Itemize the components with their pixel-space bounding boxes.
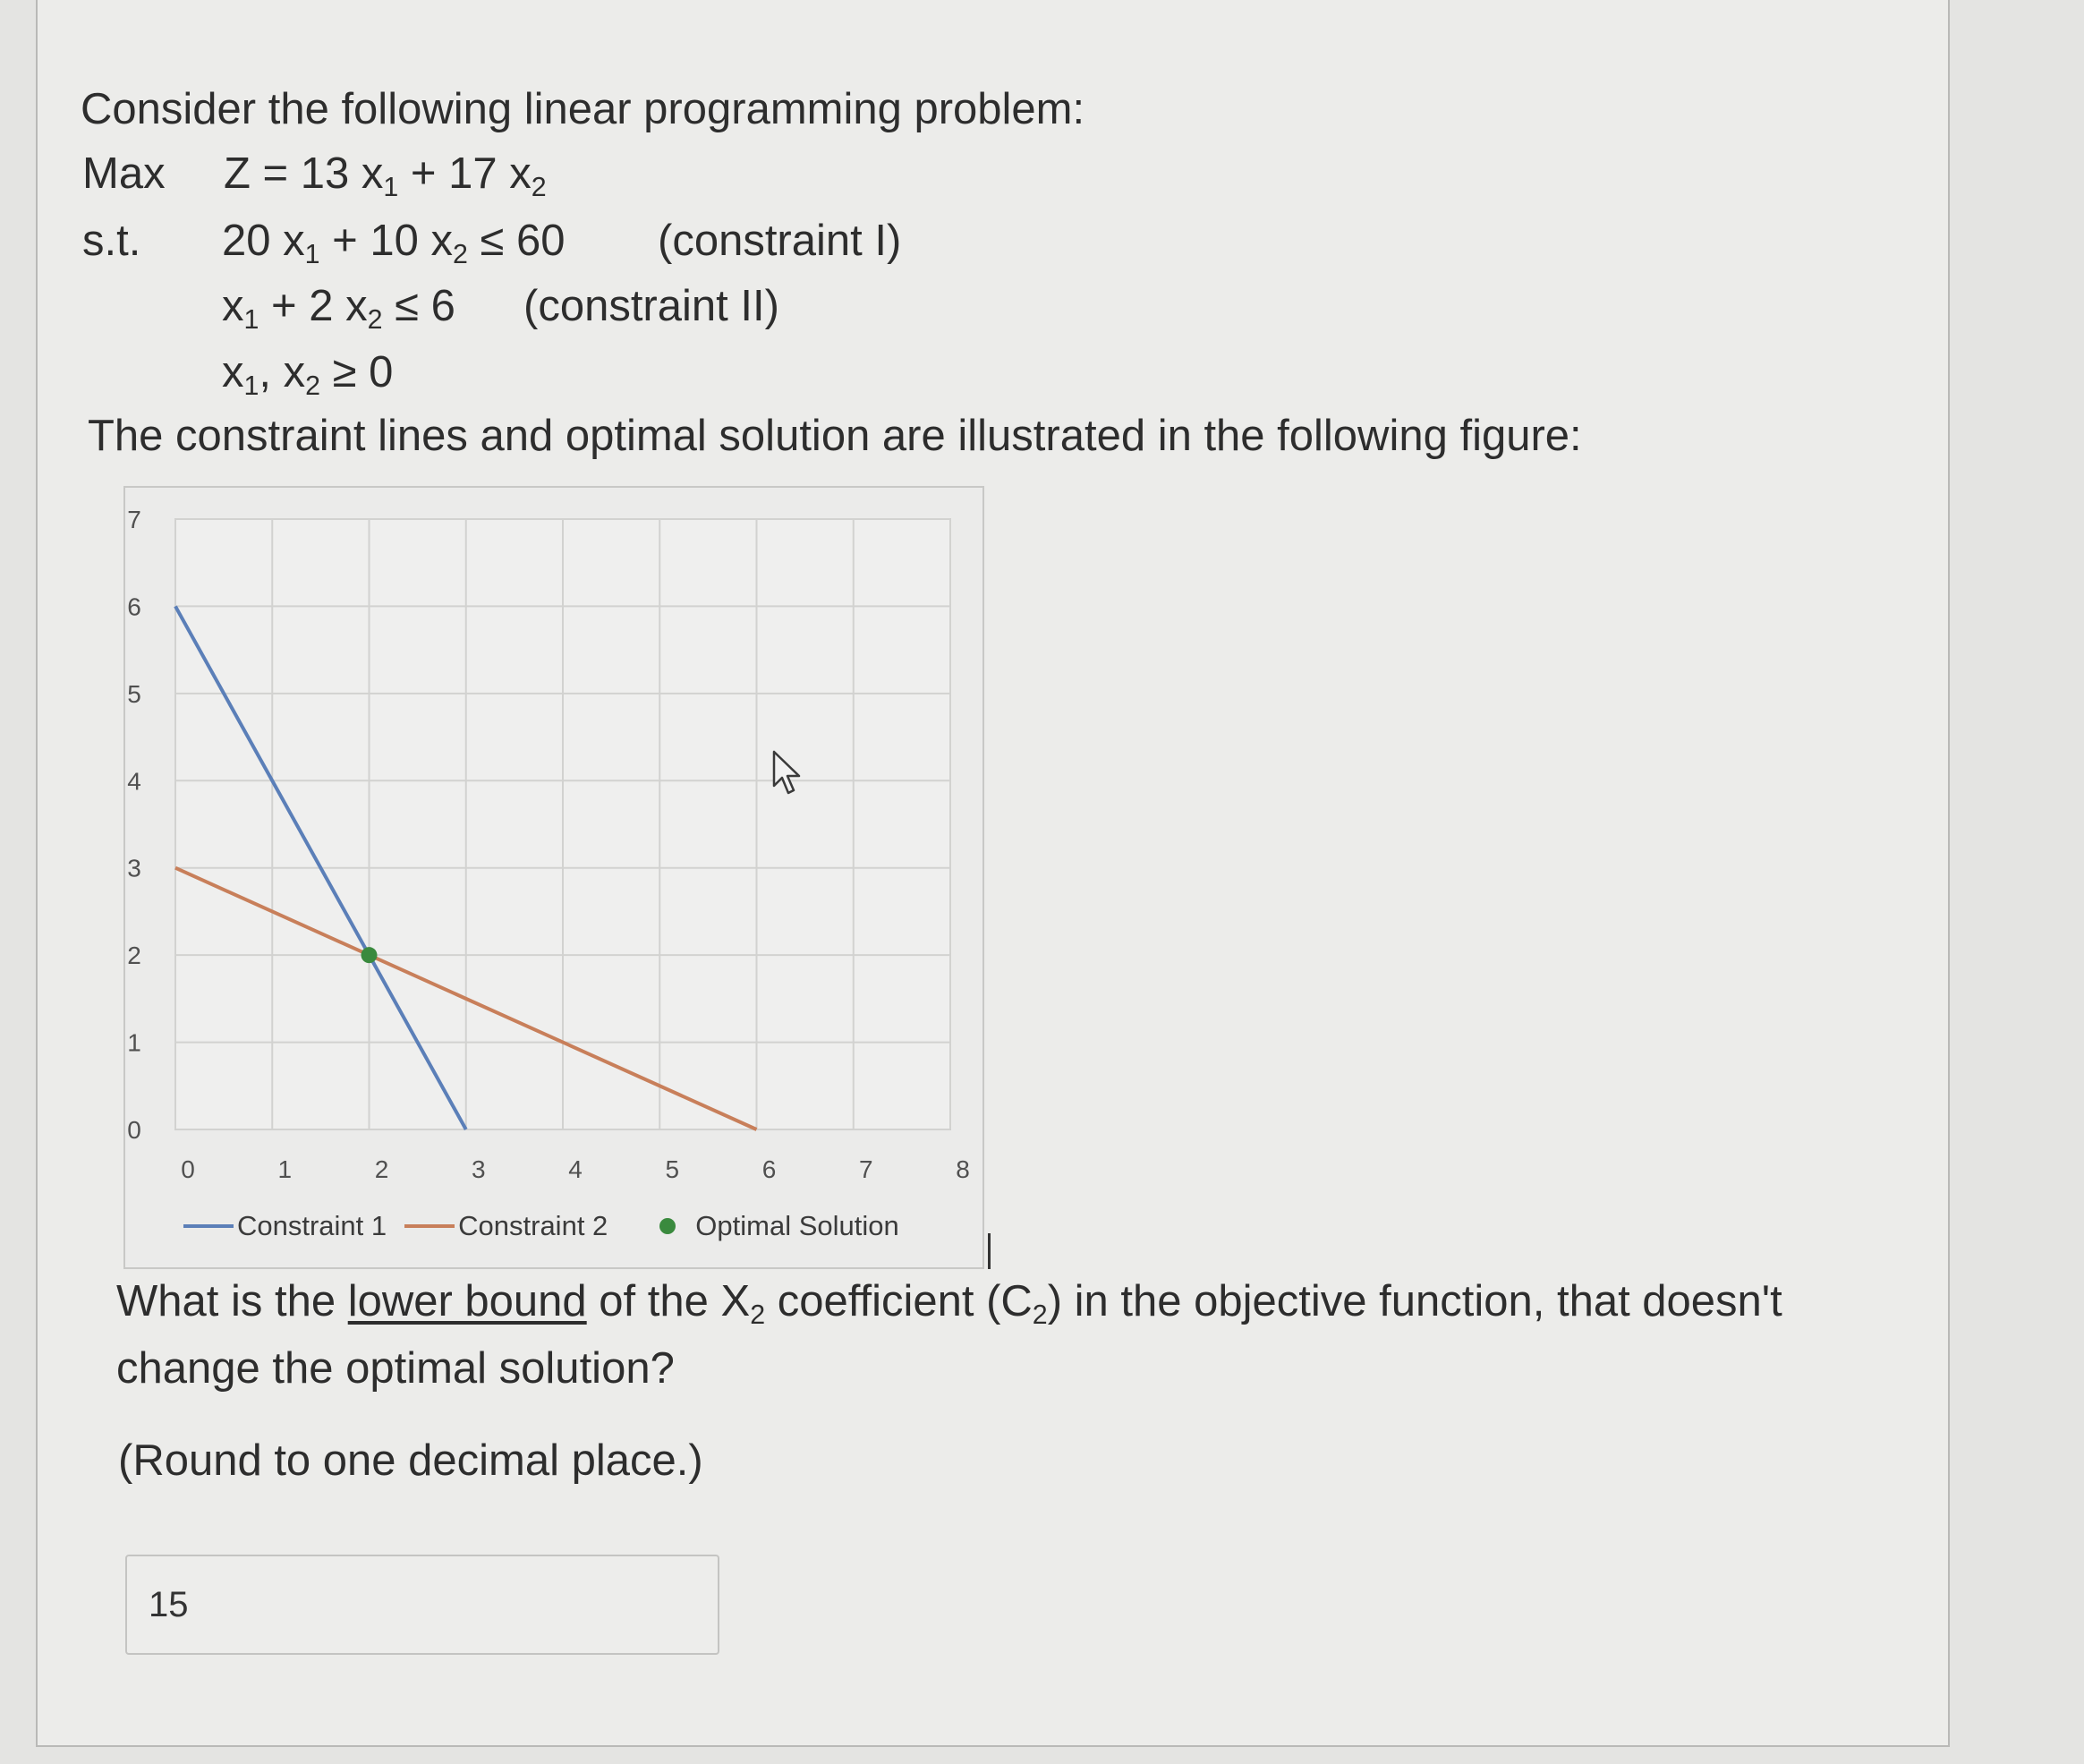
- question-line-1: [116, 1277, 1782, 1331]
- y-tick-label: 4: [127, 767, 141, 796]
- x-tick-label: 6: [761, 1155, 777, 1183]
- y-tick-label: 7: [127, 506, 141, 533]
- y-tick-label: 2: [127, 942, 141, 970]
- legend-item: [404, 1210, 608, 1242]
- objective-function: Z = 13 $x_1 + 17$ $x_2$: [224, 149, 547, 203]
- st-label: s.t.: [82, 217, 141, 265]
- question-line-2: change the optimal solution?: [116, 1344, 675, 1393]
- x-tick-label: 7: [858, 1155, 873, 1183]
- y-tick-label: 0: [127, 1116, 141, 1144]
- nonnegativity-constraint: $x_1$, $x_2 \ge 0$: [222, 348, 394, 402]
- rounding-hint: (Round to one decimal place.): [118, 1436, 703, 1485]
- x-tick-label: 2: [374, 1155, 389, 1183]
- optimal-solution-point: [362, 947, 378, 963]
- y-tick-label: 5: [127, 679, 141, 708]
- x-tick-label: 4: [568, 1155, 583, 1183]
- constraint-1-label: (constraint I): [658, 217, 902, 265]
- figure-caption: The constraint lines and optimal solution are illustrated in the following figure:: [88, 412, 1582, 460]
- question-text-end: of the $X_2$ coefficient $(C_2)$ in the objective function, that doesn't: [586, 1277, 1782, 1331]
- legend-label: Constraint 2: [458, 1210, 608, 1241]
- legend-swatch: [404, 1224, 455, 1228]
- constraint-2-expression: $x_1 + 2$ $x_2 \le 6$: [222, 282, 455, 336]
- legend-item: [183, 1210, 387, 1242]
- text-cursor: [988, 1233, 991, 1269]
- constraint-1-expression: 20 $x_1 + 10$ $x_2 \le 60$: [222, 217, 566, 270]
- legend-swatch: [183, 1224, 234, 1228]
- x-tick-label: 0: [181, 1155, 195, 1183]
- x-tick-label: 1: [277, 1155, 293, 1183]
- legend-item: [625, 1210, 898, 1242]
- x-tick-label: 5: [665, 1155, 680, 1183]
- x-tick-label: 8: [956, 1155, 970, 1183]
- question-emphasis: lower bound: [347, 1277, 587, 1325]
- legend-label: Constraint 1: [237, 1210, 387, 1241]
- y-tick-label: 6: [127, 592, 141, 621]
- answer-input[interactable]: [125, 1555, 719, 1655]
- x-tick-label: 3: [471, 1155, 486, 1183]
- y-tick-label: 1: [127, 1028, 141, 1057]
- constraint-2-label: (constraint II): [523, 282, 779, 330]
- legend-label: Optimal Solution: [695, 1210, 899, 1241]
- legend-swatch: [659, 1218, 676, 1234]
- y-tick-label: 3: [127, 854, 141, 882]
- question-text-start: What is the: [116, 1277, 348, 1325]
- mouse-pointer-icon: [771, 750, 807, 803]
- max-label: Max: [82, 149, 166, 198]
- chart-legend: [183, 1210, 899, 1242]
- intro-text: Consider the following linear programming problem:: [81, 85, 1085, 133]
- answer-value: 15: [149, 1585, 189, 1624]
